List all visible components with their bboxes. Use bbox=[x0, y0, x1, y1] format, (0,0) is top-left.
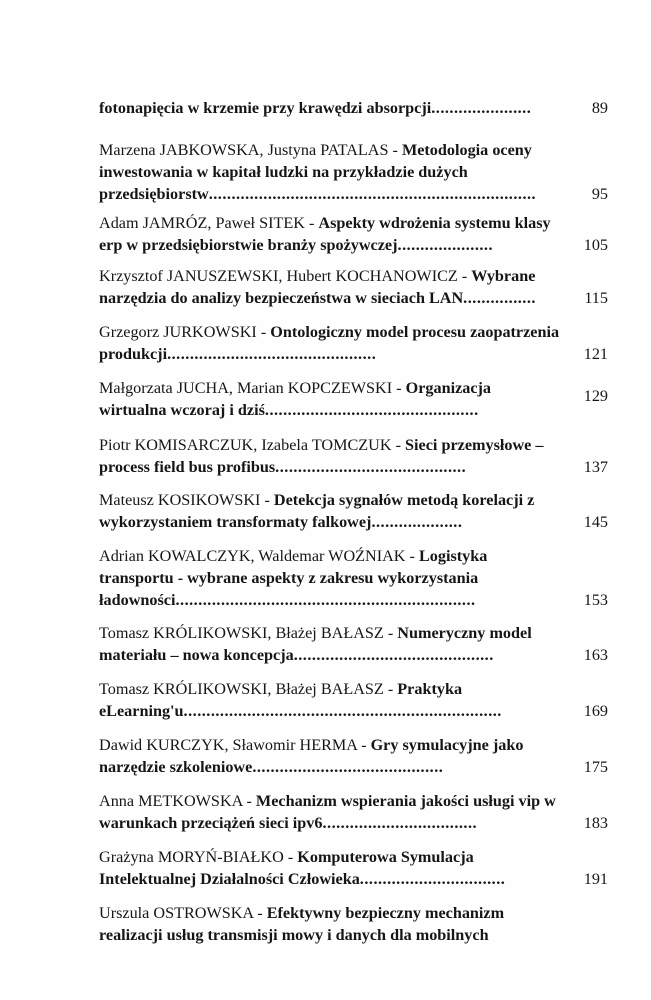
toc-entry-page-number: 183 bbox=[583, 814, 608, 832]
toc-entry-title: fotonapięcia w krzemie przy krawędzi absorpcji bbox=[99, 99, 432, 117]
toc-entry bbox=[99, 377, 608, 421]
toc-entry-title: Efektywny bezpieczny mechanizm realizacji usług transmisji mowy i danych dla mobilnych bbox=[99, 904, 505, 944]
toc-entry bbox=[99, 97, 608, 119]
toc-entry-separator: - bbox=[391, 436, 406, 454]
toc-entry-leader: .......................................... bbox=[252, 758, 444, 776]
toc-entry-title: Gry symulacyjne jako narzędzie szkoleniowe bbox=[99, 736, 524, 776]
toc-entry-title: Wybrane narzędzia do analizy bezpieczeństwa w sieciach LAN bbox=[99, 267, 536, 307]
toc-entry-authors: Małgorzata JUCHA, Marian KOPCZEWSKI bbox=[99, 379, 393, 397]
toc-entry-page-number: 121 bbox=[583, 345, 608, 363]
toc-entry-leader: .................................................................. bbox=[175, 591, 476, 609]
toc-entry-separator: - bbox=[383, 680, 398, 698]
toc-entry-authors: Grażyna MORYŃ-BIAŁKO bbox=[99, 848, 284, 866]
toc-entry-page-number: 95 bbox=[591, 185, 608, 203]
toc-entry-authors: Grzegorz JURKOWSKI bbox=[99, 323, 257, 341]
toc-entry bbox=[99, 622, 608, 666]
toc-entry-page-number: 89 bbox=[591, 99, 608, 117]
toc-entry-page-number: 145 bbox=[583, 513, 608, 531]
toc-entry-title: Ontologiczny model procesu zaopatrzenia produkcji bbox=[99, 323, 560, 363]
toc-entry-separator: - bbox=[304, 214, 319, 232]
toc-entry-leader: ..................... bbox=[397, 236, 493, 254]
toc-entry-page-number: 137 bbox=[583, 458, 608, 476]
toc-entry-separator: - bbox=[283, 848, 298, 866]
toc-entry-separator: - bbox=[392, 379, 406, 397]
toc-entry bbox=[99, 489, 608, 533]
toc-entry-separator: - bbox=[357, 736, 371, 754]
toc-entry bbox=[99, 790, 608, 834]
toc-entry-title: Detekcja sygnałów metodą korelacji z wykorzystaniem transformaty falkowej bbox=[99, 491, 535, 531]
toc-entry-leader: ...................... bbox=[431, 99, 532, 117]
toc-entry-leader: .................................. bbox=[322, 814, 478, 832]
toc-entry bbox=[99, 434, 608, 478]
toc-entry-title: Organizacja wirtualna wczoraj i dziś bbox=[99, 379, 492, 419]
toc-entry-separator: - bbox=[242, 792, 256, 810]
toc-entry-authors: Mateusz KOSIKOWSKI bbox=[99, 491, 261, 509]
toc-entry bbox=[99, 545, 608, 611]
toc-entry-separator: - bbox=[405, 547, 419, 565]
toc-entry-title: Mechanizm wspierania jakości usługi vip w warunkach przeciążeń sieci ipv6 bbox=[99, 792, 556, 832]
toc-entry-authors: Tomasz KRÓLIKOWSKI, Błażej BAŁASZ bbox=[99, 680, 384, 698]
toc-entry-title: Logistyka transportu - wybrane aspekty z zakresu wykorzystania ładowności bbox=[99, 547, 488, 609]
toc-entry-page-number: 105 bbox=[583, 236, 608, 254]
toc-entry-separator: - bbox=[253, 904, 267, 922]
toc-entry-leader: .............................................. bbox=[167, 345, 377, 363]
toc-entry-leader: ............................................... bbox=[264, 401, 479, 419]
toc-entry-page-number: 153 bbox=[583, 591, 608, 609]
toc-entry-authors: Tomasz KRÓLIKOWSKI, Błażej BAŁASZ bbox=[99, 624, 384, 642]
toc-entry-page-number: 169 bbox=[583, 702, 608, 720]
toc-entry-leader: .......................................... bbox=[275, 458, 467, 476]
toc-entry-title: Praktyka eLearning'u bbox=[99, 680, 463, 720]
toc-entry-separator: - bbox=[388, 141, 402, 159]
toc-entry-separator: - bbox=[383, 624, 398, 642]
toc-entry-leader: ........................................................................ bbox=[208, 185, 537, 203]
toc-entry-authors: Urszula OSTROWSKA bbox=[99, 904, 254, 922]
toc-entry-leader: .................... bbox=[371, 513, 463, 531]
toc-entry bbox=[99, 321, 608, 365]
toc-entry-page-number: 175 bbox=[583, 758, 608, 776]
toc-entry-title: Sieci przemysłowe – process field bus profibus bbox=[99, 436, 544, 476]
toc-entry bbox=[99, 846, 608, 890]
toc-entry bbox=[99, 734, 608, 778]
toc-entry-title: Numeryczny model materiału – nowa koncepcja bbox=[99, 624, 532, 664]
toc-entry-authors: Marzena JABKOWSKA, Justyna PATALAS bbox=[99, 141, 389, 159]
toc-entry-separator: - bbox=[260, 491, 274, 509]
toc-entry-leader: ............................................ bbox=[293, 646, 494, 664]
toc-entry-title: Komputerowa Symulacja Intelektualnej Działalności Człowieka bbox=[99, 848, 474, 888]
toc-entry-authors: Adam JAMRÓZ, Paweł SITEK bbox=[99, 214, 305, 232]
toc-entry bbox=[99, 902, 608, 946]
toc-entry bbox=[99, 139, 608, 205]
toc-entry bbox=[99, 265, 608, 309]
toc-entry-authors: Adrian KOWALCZYK, Waldemar WOŹNIAK bbox=[99, 547, 406, 565]
toc-entry-separator: - bbox=[457, 267, 472, 285]
toc-entry-title: Aspekty wdrożenia systemu klasy erp w przedsiębiorstwie branży spożywczej bbox=[99, 214, 551, 254]
toc-entry-page-number: 163 bbox=[583, 646, 608, 664]
toc-entry-page-number: 191 bbox=[583, 870, 608, 888]
toc-entry-page-number: 129 bbox=[583, 387, 608, 405]
toc-entry-authors: Anna METKOWSKA bbox=[99, 792, 243, 810]
toc-entry-separator: - bbox=[256, 323, 271, 341]
toc-entry-leader: ...................................................................... bbox=[183, 702, 502, 720]
toc-entry-authors: Dawid KURCZYK, Sławomir HERMA bbox=[99, 736, 358, 754]
toc-entry-leader: ................................ bbox=[359, 870, 506, 888]
toc-entry-page-number: 115 bbox=[584, 289, 608, 307]
toc-entry bbox=[99, 678, 608, 722]
toc-entry bbox=[99, 212, 608, 256]
toc-entry-authors: Krzysztof JANUSZEWSKI, Hubert KOCHANOWICZ bbox=[99, 267, 458, 285]
toc-entry-authors: Piotr KOMISARCZUK, Izabela TOMCZUK bbox=[99, 436, 392, 454]
toc-entry-title: Metodologia oceny inwestowania w kapitał ludzki na przykładzie dużych przedsiębiorstw bbox=[99, 141, 532, 203]
toc-entry-leader: ................ bbox=[463, 289, 536, 307]
